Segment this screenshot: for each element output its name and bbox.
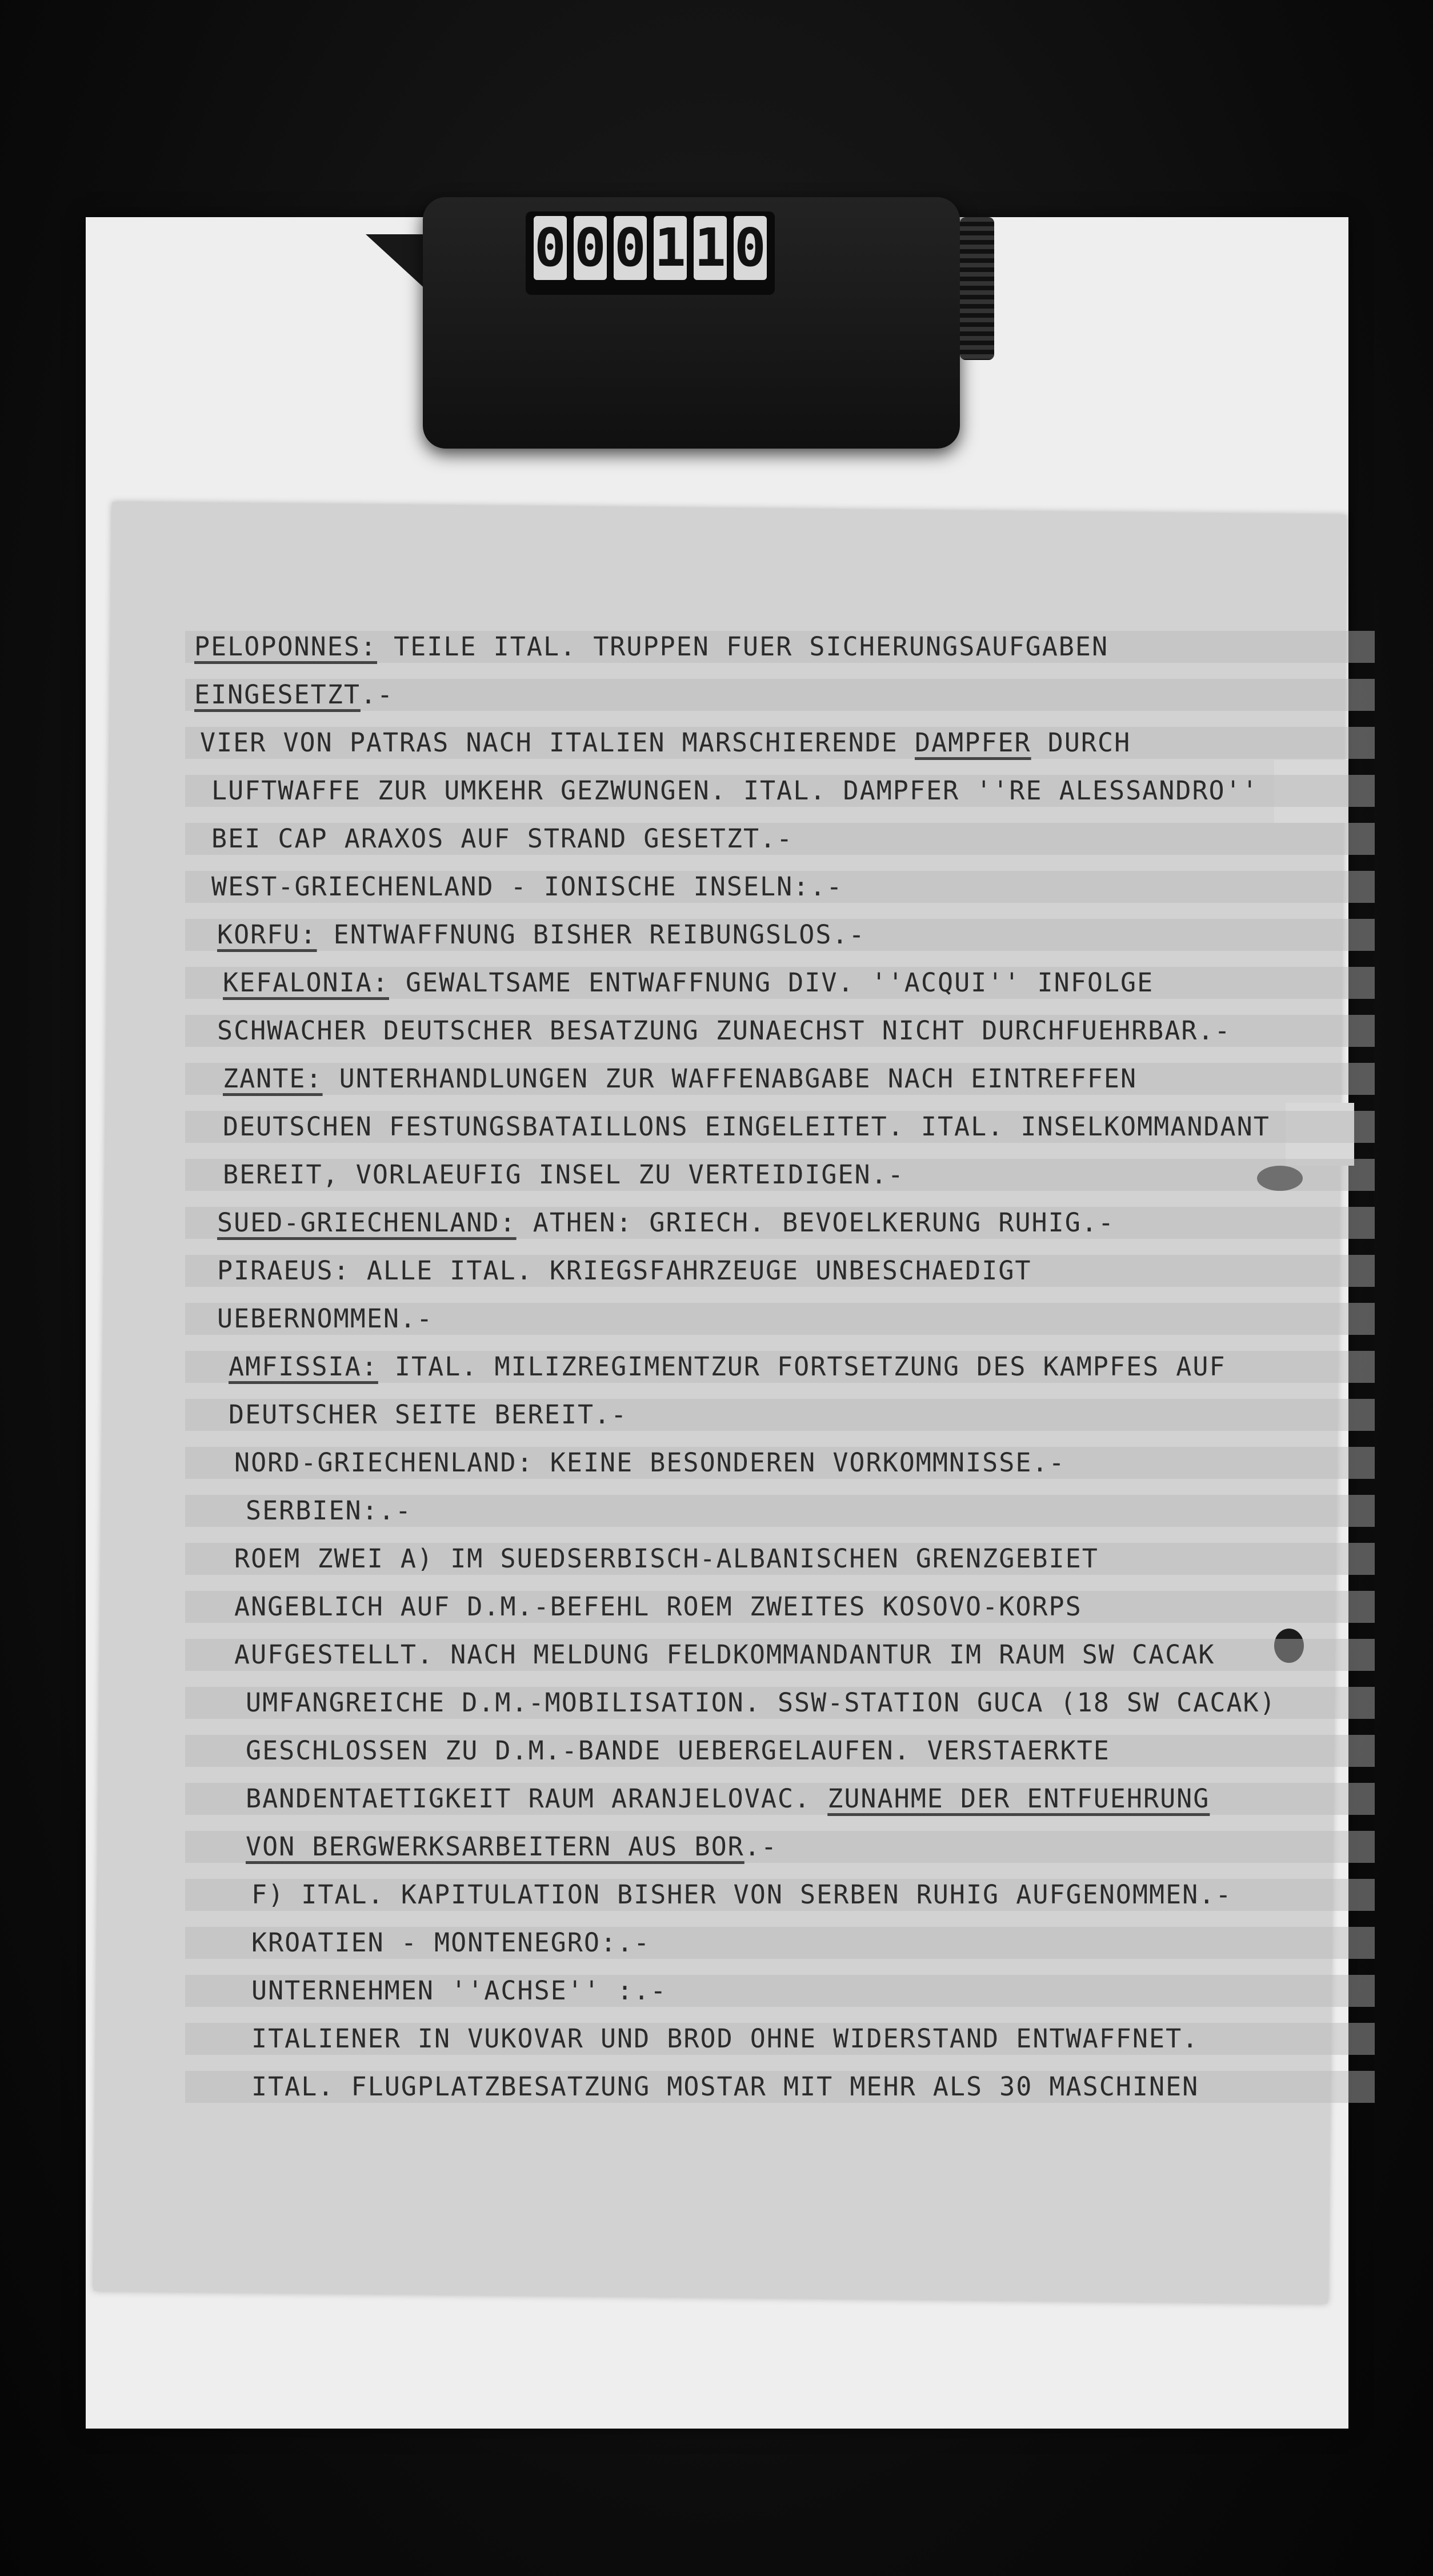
line-text bbox=[234, 1639, 1215, 1670]
line-text bbox=[229, 1351, 1226, 1382]
line-text-underlined: SUED-GRIECHENLAND: bbox=[217, 1207, 517, 1238]
counter-digit: 1 bbox=[694, 216, 727, 280]
line-text bbox=[246, 1783, 1210, 1814]
line-text-underlined: KORFU: bbox=[217, 919, 317, 950]
document-line bbox=[194, 2063, 1366, 2111]
document-line bbox=[194, 1871, 1366, 1919]
document-line bbox=[194, 2015, 1366, 2063]
line-text-plain: LUFTWAFFE ZUR UMKEHR GEZWUNGEN. ITAL. DAMPFER ''RE ALESSANDRO'' bbox=[211, 775, 1259, 806]
document-line bbox=[194, 1007, 1366, 1055]
document-line bbox=[194, 863, 1366, 911]
counter-digit: 0 bbox=[534, 216, 567, 280]
line-text-plain: AUFGESTELLT. NACH MELDUNG FELDKOMMANDANTUR IM RAUM SW CACAK bbox=[234, 1639, 1215, 1670]
document-line bbox=[194, 959, 1366, 1007]
line-text-underlined: ZANTE: bbox=[223, 1063, 323, 1094]
document-line bbox=[194, 1679, 1366, 1727]
document-line bbox=[194, 1487, 1366, 1535]
line-text bbox=[246, 1831, 778, 1862]
line-text bbox=[246, 1687, 1276, 1718]
line-text bbox=[217, 1207, 1115, 1238]
line-text-underlined: AMFISSIA: bbox=[229, 1351, 378, 1382]
line-text-plain: BEI CAP ARAXOS AUF STRAND GESETZT.- bbox=[211, 823, 794, 854]
line-text-plain: UMFANGREICHE D.M.-MOBILISATION. SSW-STATION GUCA (18 SW CACAK) bbox=[246, 1687, 1276, 1718]
line-text-plain: ITAL. MILIZREGIMENTZUR FORTSETZUNG DES KAMPFES AUF bbox=[378, 1351, 1226, 1382]
line-text bbox=[194, 631, 1108, 662]
line-text-plain: TEILE ITAL. TRUPPEN FUER SICHERUNGSAUFGABEN bbox=[377, 631, 1109, 662]
line-text-underlined: KEFALONIA: bbox=[223, 967, 389, 998]
line-text-plain: GESCHLOSSEN ZU D.M.-BANDE UEBERGELAUFEN. VERSTAERKTE bbox=[246, 1735, 1110, 1766]
frame-counter-knob-icon bbox=[960, 217, 994, 360]
line-text-plain: SCHWACHER DEUTSCHER BESATZUNG ZUNAECHST NICHT DURCHFUEHRBAR.- bbox=[217, 1015, 1231, 1046]
document-line bbox=[194, 911, 1366, 959]
line-text bbox=[246, 1735, 1110, 1766]
line-text-plain: ATHEN: GRIECH. BEVOELKERUNG RUHIG.- bbox=[516, 1207, 1115, 1238]
line-text-plain: SERBIEN:.- bbox=[246, 1495, 412, 1526]
document-line bbox=[194, 719, 1366, 767]
line-text-underlined: VON BERGWERKSARBEITERN AUS BOR bbox=[246, 1831, 744, 1862]
line-text-plain: UNTERHANDLUNGEN ZUR WAFFENABGABE NACH EINTREFFEN bbox=[322, 1063, 1138, 1094]
line-text-plain: DEUTSCHEN FESTUNGSBATAILLONS EINGELEITET. ITAL. INSELKOMMANDANT bbox=[223, 1111, 1270, 1142]
document-line bbox=[194, 1151, 1366, 1199]
line-text-plain: DEUTSCHER SEITE BEREIT.- bbox=[229, 1399, 628, 1430]
document-line bbox=[194, 1055, 1366, 1103]
document-line bbox=[194, 1343, 1366, 1391]
line-text-plain: DURCH bbox=[1031, 727, 1131, 758]
document-text-body bbox=[194, 623, 1366, 2111]
line-text-plain: GEWALTSAME ENTWAFFNUNG DIV. ''ACQUI'' INFOLGE bbox=[389, 967, 1154, 998]
line-text-plain: UNTERNEHMEN ''ACHSE'' :.- bbox=[251, 1975, 667, 2006]
line-text-plain: UEBERNOMMEN.- bbox=[217, 1303, 434, 1334]
line-text-plain: .- bbox=[360, 679, 394, 710]
line-text-plain: ENTWAFFNUNG BISHER REIBUNGSLOS.- bbox=[317, 919, 866, 950]
line-text bbox=[217, 1303, 433, 1334]
document-line bbox=[194, 1583, 1366, 1631]
document-line bbox=[194, 1631, 1366, 1679]
line-text-plain: BANDENTAETIGKEIT RAUM ARANJELOVAC. bbox=[246, 1783, 828, 1814]
line-text bbox=[217, 1255, 1032, 1286]
line-text-plain: NORD-GRIECHENLAND: KEINE BESONDEREN VORKOMMNISSE.- bbox=[234, 1447, 1066, 1478]
line-text bbox=[246, 1495, 412, 1526]
line-text-plain: BEREIT, VORLAEUFIG INSEL ZU VERTEIDIGEN.- bbox=[223, 1159, 904, 1190]
document-line bbox=[194, 1727, 1366, 1775]
document-line bbox=[194, 1295, 1366, 1343]
line-text bbox=[211, 871, 843, 902]
line-text-plain: VIER VON PATRAS NACH ITALIEN MARSCHIERENDE bbox=[200, 727, 915, 758]
line-text bbox=[200, 727, 1131, 758]
line-text bbox=[223, 1111, 1270, 1142]
line-text bbox=[211, 775, 1259, 806]
line-text bbox=[251, 1975, 667, 2006]
line-text bbox=[251, 1927, 650, 1958]
frame-counter-display bbox=[526, 211, 775, 295]
document-line bbox=[194, 671, 1366, 719]
document-line bbox=[194, 1967, 1366, 2015]
line-text-plain: .- bbox=[744, 1831, 778, 1862]
line-text bbox=[223, 1159, 904, 1190]
line-text-underlined: EINGESETZT bbox=[194, 679, 361, 710]
counter-digit: 0 bbox=[574, 216, 607, 280]
counter-digit: 1 bbox=[654, 216, 687, 280]
line-text bbox=[217, 1015, 1231, 1046]
line-text bbox=[234, 1447, 1066, 1478]
line-text-plain: PIRAEUS: ALLE ITAL. KRIEGSFAHRZEUGE UNBESCHAEDIGT bbox=[217, 1255, 1032, 1286]
line-text-underlined: PELOPONNES: bbox=[194, 631, 378, 662]
document-line bbox=[194, 1439, 1366, 1487]
document-line bbox=[194, 1823, 1366, 1871]
line-text bbox=[229, 1399, 627, 1430]
document-line bbox=[194, 623, 1366, 671]
line-text bbox=[251, 1879, 1232, 1910]
document-line bbox=[194, 1919, 1366, 1967]
line-text-plain: ITALIENER IN VUKOVAR UND BROD OHNE WIDERSTAND ENTWAFFNET. bbox=[251, 2023, 1199, 2054]
line-text bbox=[234, 1591, 1082, 1622]
line-text-plain: F) ITAL. KAPITULATION BISHER VON SERBEN RUHIG AUFGENOMMEN.- bbox=[251, 1879, 1232, 1910]
line-text-plain: WEST-GRIECHENLAND - IONISCHE INSELN:.- bbox=[211, 871, 843, 902]
line-text bbox=[251, 2023, 1199, 2054]
document-line bbox=[194, 767, 1366, 815]
document-line bbox=[194, 1103, 1366, 1151]
document-line bbox=[194, 1199, 1366, 1247]
line-text bbox=[223, 1063, 1137, 1094]
line-text-plain: ITAL. FLUGPLATZBESATZUNG MOSTAR MIT MEHR ALS 30 MASCHINEN bbox=[251, 2071, 1199, 2102]
counter-digit: 0 bbox=[734, 216, 767, 280]
line-text bbox=[211, 823, 793, 854]
document-line bbox=[194, 1775, 1366, 1823]
document-line bbox=[194, 1391, 1366, 1439]
line-text bbox=[194, 679, 394, 710]
line-text-plain: KROATIEN - MONTENEGRO:.- bbox=[251, 1927, 651, 1958]
line-text bbox=[223, 967, 1154, 998]
counter-digit: 0 bbox=[614, 216, 647, 280]
line-text-underlined: ZUNAHME DER ENTFUEHRUNG bbox=[827, 1783, 1210, 1814]
document-line bbox=[194, 1535, 1366, 1583]
line-text bbox=[234, 1543, 1099, 1574]
line-text bbox=[217, 919, 866, 950]
document-line bbox=[194, 1247, 1366, 1295]
line-text bbox=[251, 2071, 1199, 2102]
line-text-plain: ANGEBLICH AUF D.M.-BEFEHL ROEM ZWEITES KOSOVO-KORPS bbox=[234, 1591, 1082, 1622]
document-line bbox=[194, 815, 1366, 863]
line-text-underlined: DAMPFER bbox=[914, 727, 1031, 758]
line-text-plain: ROEM ZWEI A) IM SUEDSERBISCH-ALBANISCHEN GRENZGEBIET bbox=[234, 1543, 1099, 1574]
